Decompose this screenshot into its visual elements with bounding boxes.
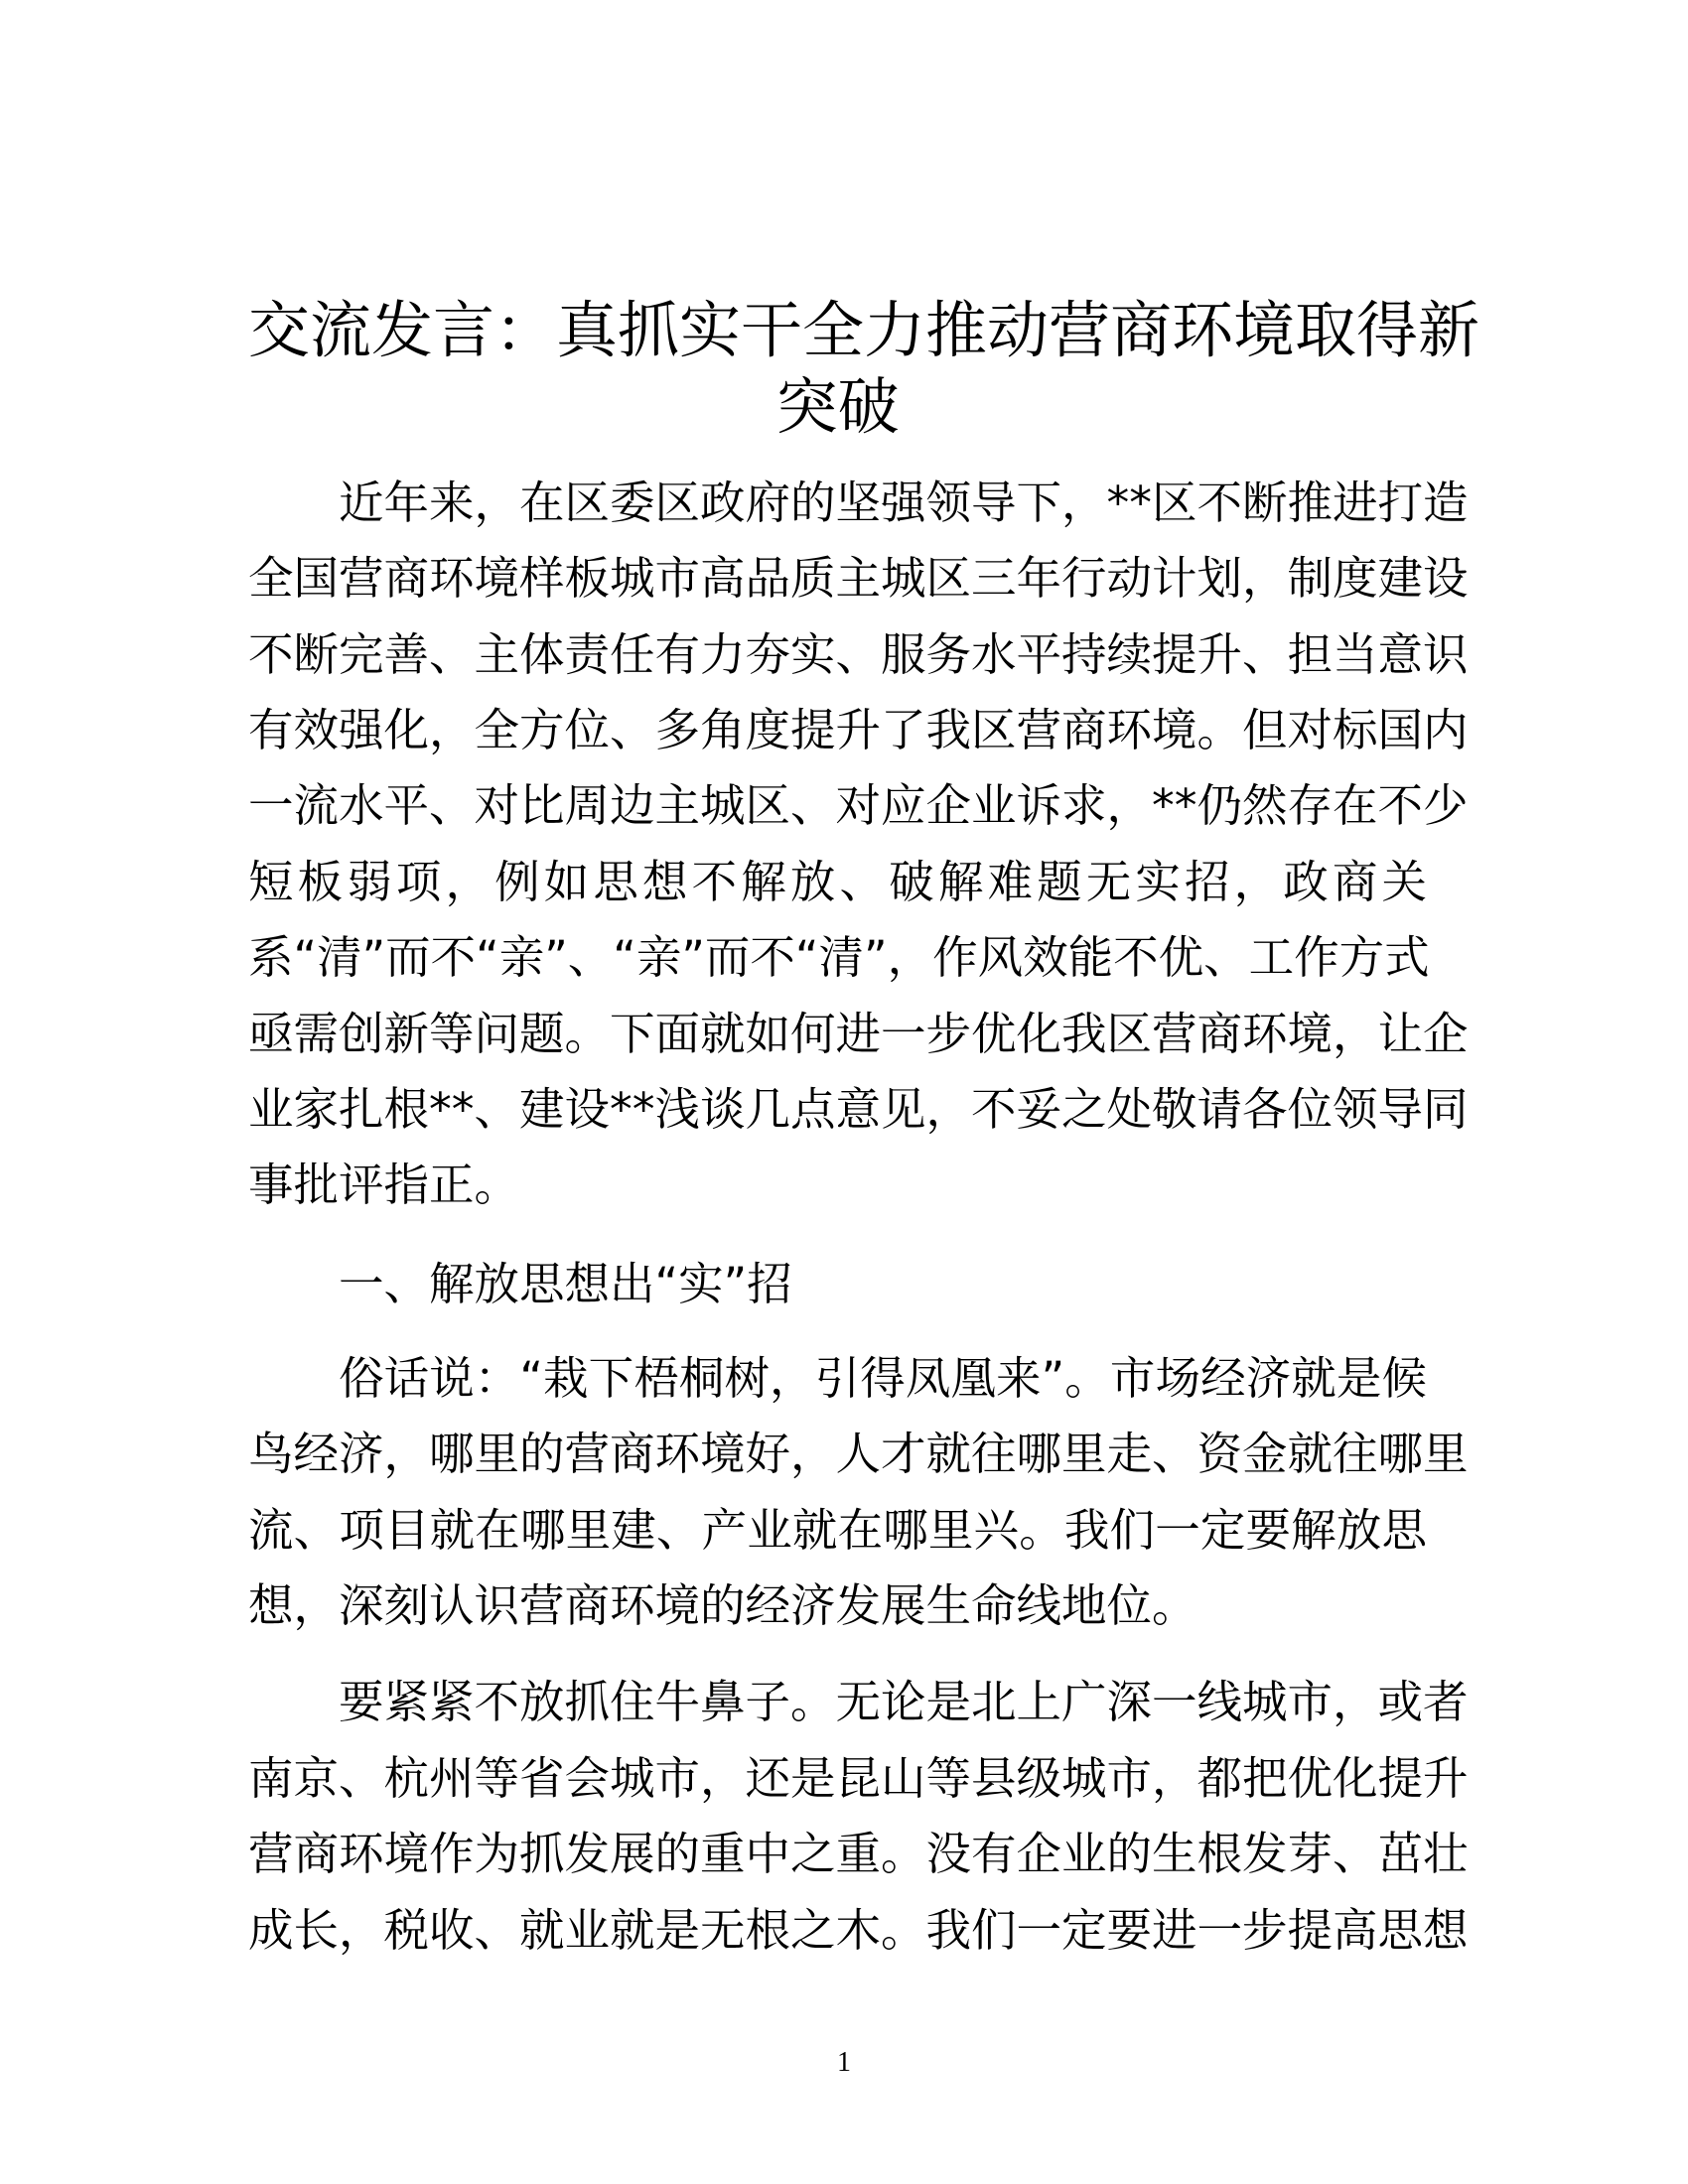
document-title-line-1: 交流发言：真抓实干全力推动营商环境取得新: [248, 294, 1480, 366]
paragraph-line: 想，深刻认识营商环境的经济发展生命线地位。: [248, 1579, 1197, 1632]
document-title-line-2: 突破: [775, 370, 900, 443]
paragraph-line: 近年来，在区委区政府的坚强领导下，**区不断推进打造: [339, 477, 1469, 529]
paragraph-line: 鸟经济，哪里的营商环境好，人才就往哪里走、资金就往哪里: [248, 1428, 1469, 1480]
paragraph-line: 业家扎根**、建设**浅谈几点意见，不妥之处敬请各位领导同: [248, 1083, 1469, 1136]
paragraph-line: 亟需创新等问题。下面就如何进一步优化我区营商环境，让企: [248, 1008, 1469, 1060]
page-number: 1: [837, 2047, 851, 2078]
paragraph-line: 一流水平、对比周边主城区、对应企业诉求，**仍然存在不少: [248, 779, 1469, 832]
paragraph-line: 要紧紧不放抓住牛鼻子。无论是北上广深一线城市，或者: [339, 1676, 1469, 1728]
paragraph-line: 事批评指正。: [248, 1159, 520, 1211]
paragraph-line: 营商环境作为抓发展的重中之重。没有企业的生根发芽、茁壮: [248, 1828, 1469, 1880]
paragraph-line: 有效强化，全方位、多角度提升了我区营商环境。但对标国内: [248, 704, 1469, 756]
paragraph-line: 流、项目就在哪里建、产业就在哪里兴。我们一定要解放思: [248, 1504, 1427, 1557]
paragraph-line: 短板弱项，例如思想不解放、破解难题无实招，政商关: [248, 856, 1427, 908]
paragraph-line: 俗话说：“栽下梧桐树，引得凤凰来”。市场经济就是候: [339, 1352, 1427, 1405]
paragraph-line: 不断完善、主体责任有力夯实、服务水平持续提升、担当意识: [248, 628, 1469, 681]
paragraph-line: 南京、杭州等省会城市，还是昆山等县级城市，都把优化提升: [248, 1752, 1469, 1805]
paragraph-line: 全国营商环境样板城市高品质主城区三年行动计划，制度建设: [248, 552, 1469, 605]
paragraph-line: 系“清”而不“亲”、“亲”而不“清”，作风效能不优、工作方式: [248, 931, 1430, 984]
section-heading: 一、解放思想出“实”招: [339, 1258, 792, 1310]
paragraph-line: 成长，税收、就业就是无根之木。我们一定要进一步提高思想: [248, 1904, 1469, 1957]
